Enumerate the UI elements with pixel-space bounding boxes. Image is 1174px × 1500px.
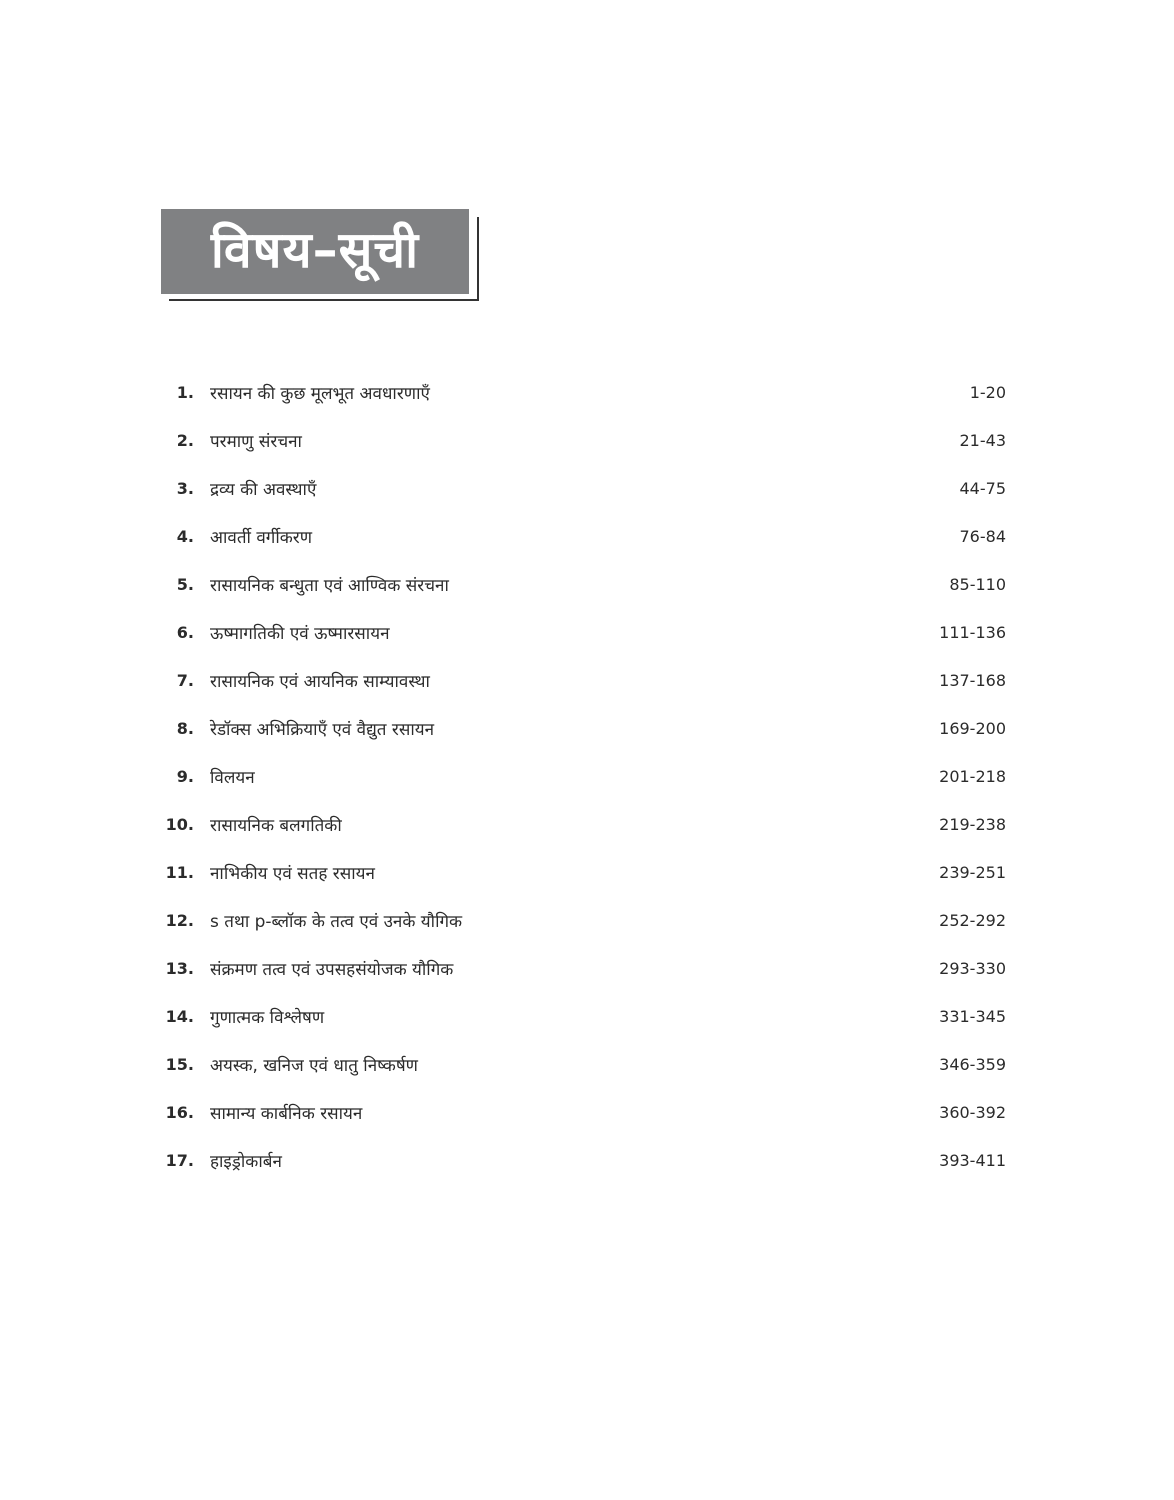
page-range: 293-330 xyxy=(939,958,1006,978)
toc-row xyxy=(160,944,1006,992)
toc-row xyxy=(160,752,1006,800)
page-range: 44-75 xyxy=(959,478,1006,498)
chapter-number: 14. xyxy=(165,1006,194,1026)
page-title-block xyxy=(161,209,481,301)
chapter-title: आवर्ती वर्गीकरण xyxy=(210,527,313,548)
page-range: 137-168 xyxy=(939,670,1006,690)
chapter-title: नाभिकीय एवं सतह रसायन xyxy=(210,863,375,884)
page-range: 252-292 xyxy=(939,910,1006,930)
chapter-title: अयस्क, खनिज एवं धातु निष्कर्षण xyxy=(210,1055,418,1076)
chapter-number: 16. xyxy=(165,1102,194,1122)
chapter-title: द्रव्य की अवस्थाएँ xyxy=(210,479,317,500)
page-title: विषय–सूची xyxy=(210,220,420,279)
chapter-number: 7. xyxy=(176,670,194,690)
chapter-number: 6. xyxy=(176,622,194,642)
chapter-number: 17. xyxy=(165,1150,194,1170)
page-range: 76-84 xyxy=(959,526,1006,546)
toc-row xyxy=(160,368,1006,416)
toc-row xyxy=(160,560,1006,608)
chapter-number: 1. xyxy=(176,382,194,402)
chapter-title: ऊष्मागतिकी एवं ऊष्मारसायन xyxy=(210,623,390,644)
chapter-number: 11. xyxy=(165,862,194,882)
page-range: 360-392 xyxy=(939,1102,1006,1122)
toc-row xyxy=(160,704,1006,752)
page-range: 239-251 xyxy=(939,862,1006,882)
chapter-title: हाइड्रोकार्बन xyxy=(210,1151,282,1172)
toc-row xyxy=(160,1136,1006,1184)
toc-row xyxy=(160,1040,1006,1088)
chapter-number: 12. xyxy=(165,910,194,930)
chapter-number: 3. xyxy=(176,478,194,498)
chapter-number: 4. xyxy=(176,526,194,546)
page-range: 331-345 xyxy=(939,1006,1006,1026)
chapter-number: 8. xyxy=(176,718,194,738)
chapter-title: विलयन xyxy=(210,767,255,788)
chapter-number: 9. xyxy=(176,766,194,786)
page-range: 85-110 xyxy=(949,574,1006,594)
chapter-number: 10. xyxy=(165,814,194,834)
chapter-title: रसायन की कुछ मूलभूत अवधारणाएँ xyxy=(210,383,430,404)
page-range: 393-411 xyxy=(939,1150,1006,1170)
toc-row xyxy=(160,464,1006,512)
toc-row xyxy=(160,800,1006,848)
chapter-number: 5. xyxy=(176,574,194,594)
page-range: 219-238 xyxy=(939,814,1006,834)
chapter-title: गुणात्मक विश्लेषण xyxy=(210,1007,325,1028)
toc-row xyxy=(160,608,1006,656)
toc-row xyxy=(160,896,1006,944)
page-range: 21-43 xyxy=(959,430,1006,450)
chapter-number: 13. xyxy=(165,958,194,978)
toc-row xyxy=(160,848,1006,896)
chapter-title: रेडॉक्स अभिक्रियाएँ एवं वैद्युत रसायन xyxy=(210,719,435,740)
chapter-title: सामान्य कार्बनिक रसायन xyxy=(210,1103,363,1124)
page-range: 111-136 xyxy=(939,622,1006,642)
chapter-title: परमाणु संरचना xyxy=(210,431,302,452)
toc-row xyxy=(160,992,1006,1040)
page-range: 169-200 xyxy=(939,718,1006,738)
toc-row xyxy=(160,656,1006,704)
chapter-title: संक्रमण तत्व एवं उपसहसंयोजक यौगिक xyxy=(210,959,454,980)
chapter-title: रासायनिक बलगतिकी xyxy=(210,815,342,836)
page-range: 201-218 xyxy=(939,766,1006,786)
chapter-number: 15. xyxy=(165,1054,194,1074)
chapter-title: रासायनिक बन्धुता एवं आण्विक संरचना xyxy=(210,575,449,596)
page-range: 346-359 xyxy=(939,1054,1006,1074)
toc-row xyxy=(160,512,1006,560)
page-range: 1-20 xyxy=(969,382,1006,402)
toc-row xyxy=(160,416,1006,464)
table-of-contents xyxy=(160,368,1006,1184)
chapter-title: s तथा p-ब्लॉक के तत्व एवं उनके यौगिक xyxy=(210,911,463,932)
chapter-title: रासायनिक एवं आयनिक साम्यावस्था xyxy=(210,671,430,692)
toc-row xyxy=(160,1088,1006,1136)
chapter-number: 2. xyxy=(176,430,194,450)
title-banner xyxy=(161,209,469,294)
